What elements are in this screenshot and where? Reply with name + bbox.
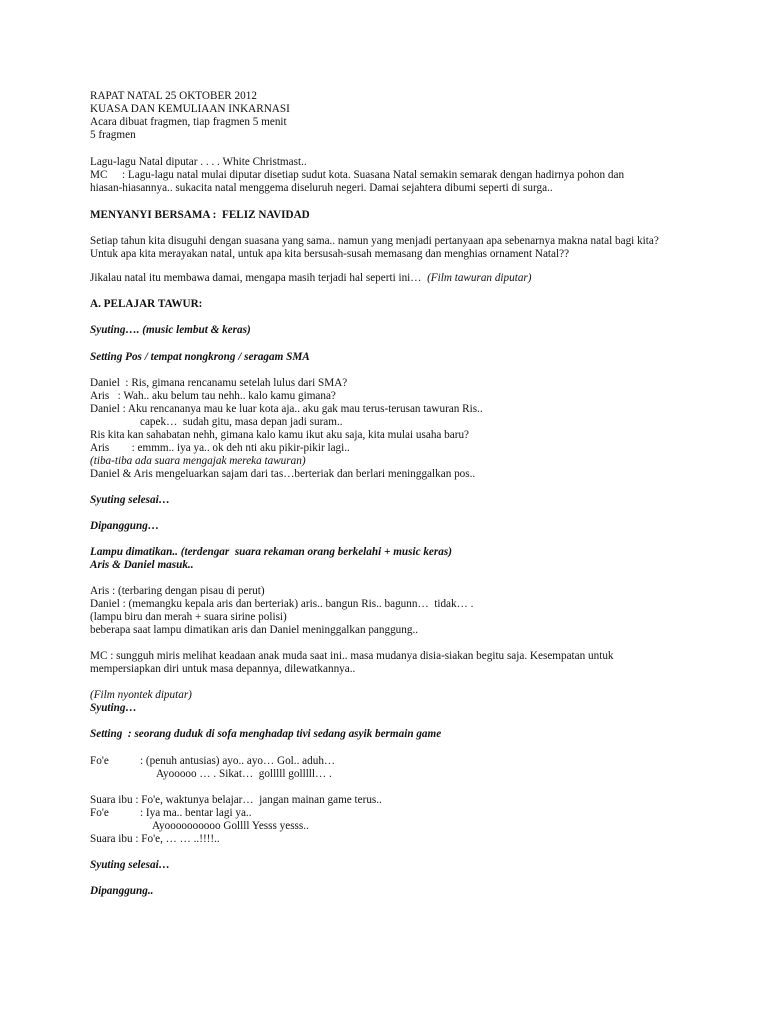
dialog-line: : Iya ma.. bentar lagi ya..: [140, 807, 252, 819]
dialog-line: capek… sudah gitu, masa depan jadi suram..: [140, 416, 343, 428]
doc-note: Acara dibuat fragmen, tiap fragmen 5 menit: [90, 116, 287, 128]
dialog-line: Suara ibu : Fo'e, … … ..!!!!..: [90, 833, 220, 845]
on-stage: Dipanggung..: [90, 885, 154, 897]
section-a-heading: A. PELAJAR TAWUR:: [90, 298, 203, 310]
mc-text-cont: hiasan-hiasannya.. sukacita natal menggema diseluruh negeri. Damai sejahtera dibumi seperti di surga..: [90, 182, 553, 194]
mc-text: : Lagu-lagu natal mulai diputar disetiap sudut kota. Suasana Natal semakin semarak dengan hadirnya pohon dan: [122, 169, 625, 181]
dialog-line: Ayooooo … . Sikat… golllll golllll… .: [156, 768, 332, 780]
film-note: (Film tawuran diputar): [427, 272, 532, 284]
mc-label: MC: [90, 169, 108, 181]
dialog-line: Aris : Wah.. aku belum tau nehh.. kalo kamu gimana?: [90, 390, 336, 402]
section-b-syuting: Syuting…: [90, 702, 137, 714]
dialog-line: Daniel & Aris mengeluarkan sajam dari tas…berteriak dan berlari meninggalkan pos..: [90, 468, 476, 480]
lights-off: Lampu dimatikan.. (terdengar suara rekaman orang berkelahi + music keras): [90, 546, 452, 558]
sing-paragraph-2: [90, 272, 532, 285]
dialog-line: Ayoooooooooo Gollll Yesss yesss..: [152, 820, 309, 832]
sing-heading: MENYANYI BERSAMA : FELIZ NAVIDAD: [90, 209, 310, 221]
scene-line: beberapa saat lampu dimatikan aris dan Daniel meninggalkan panggung..: [90, 624, 419, 636]
doc-fragments: 5 fragmen: [90, 129, 136, 141]
speaker-foe: Fo'e: [90, 755, 109, 767]
intro-songs: Lagu-lagu Natal diputar . . . . White Christmast..: [90, 156, 307, 168]
doc-theme: KUASA DAN KEMULIAAN INKARNASI: [90, 103, 290, 115]
scene-line: Daniel : (memangku kepala aris dan berteriak) aris.. bangun Ris.. bagunn… tidak… .: [90, 598, 474, 610]
mc-reflection-cont: mempersiapkan diri untuk masa depannya, dilewatkannya..: [90, 663, 356, 675]
sing-paragraph-2-text: Jikalau natal itu membawa damai, mengapa masih terjadi hal seperti ini…: [90, 272, 428, 284]
dialog-line: Ris kita kan sahabatan nehh, gimana kalo kamu ikut aku saja, kita mulai usaha baru?: [90, 429, 470, 441]
dialog-line: Aris : emmm.. iya ya.. ok deh nti aku pikir-pikir lagi..: [90, 442, 350, 454]
actors-enter: Aris & Daniel masuk..: [90, 559, 194, 571]
shooting-done: Syuting selesai…: [90, 494, 170, 506]
stage-direction: (tiba-tiba ada suara mengajak mereka tawuran): [90, 455, 306, 467]
dialog-line: Suara ibu : Fo'e, waktunya belajar… jangan mainan game terus..: [90, 794, 382, 806]
section-b-setting: Setting : seorang duduk di sofa menghadap tivi sedang asyik bermain game: [90, 728, 442, 740]
sing-paragraph-1b: Untuk apa kita merayakan natal, untuk apa kita bersusah-susah memasang dan menghias ornament Natal??: [90, 248, 570, 260]
shooting-done: Syuting selesai…: [90, 859, 170, 871]
mc-reflection: MC : sungguh miris melihat keadaan anak muda saat ini.. masa mudanya disia-siakan begitu saja. Kesempatan untuk: [90, 650, 614, 662]
doc-title: RAPAT NATAL 25 OKTOBER 2012: [90, 90, 257, 102]
scene-line: Aris : (terbaring dengan pisau di perut): [90, 585, 265, 597]
dialog-line: Daniel : Ris, gimana rencanamu setelah lulus dari SMA?: [90, 377, 348, 389]
section-a-syuting: Syuting…. (music lembut & keras): [90, 324, 251, 336]
dialog-line: Daniel : Aku rencananya mau ke luar kota aja.. aku gak mau terus-terusan tawuran Ris..: [90, 403, 483, 415]
section-a-setting: Setting Pos / tempat nongkrong / seragam SMA: [90, 351, 310, 363]
scene-line: (lampu biru dan merah + suara sirine polisi): [90, 611, 287, 623]
on-stage: Dipanggung…: [90, 520, 160, 532]
speaker-foe: Fo'e: [90, 807, 109, 819]
sing-paragraph-1: Setiap tahun kita disuguhi dengan suasana yang sama.. namun yang menjadi pertanyaan apa sebenarnya makna natal bagi kita?: [90, 235, 659, 247]
dialog-line: : (penuh antusias) ayo.. ayo… Gol.. aduh…: [140, 755, 336, 767]
film-cheating-note: (Film nyontek diputar): [90, 689, 192, 701]
